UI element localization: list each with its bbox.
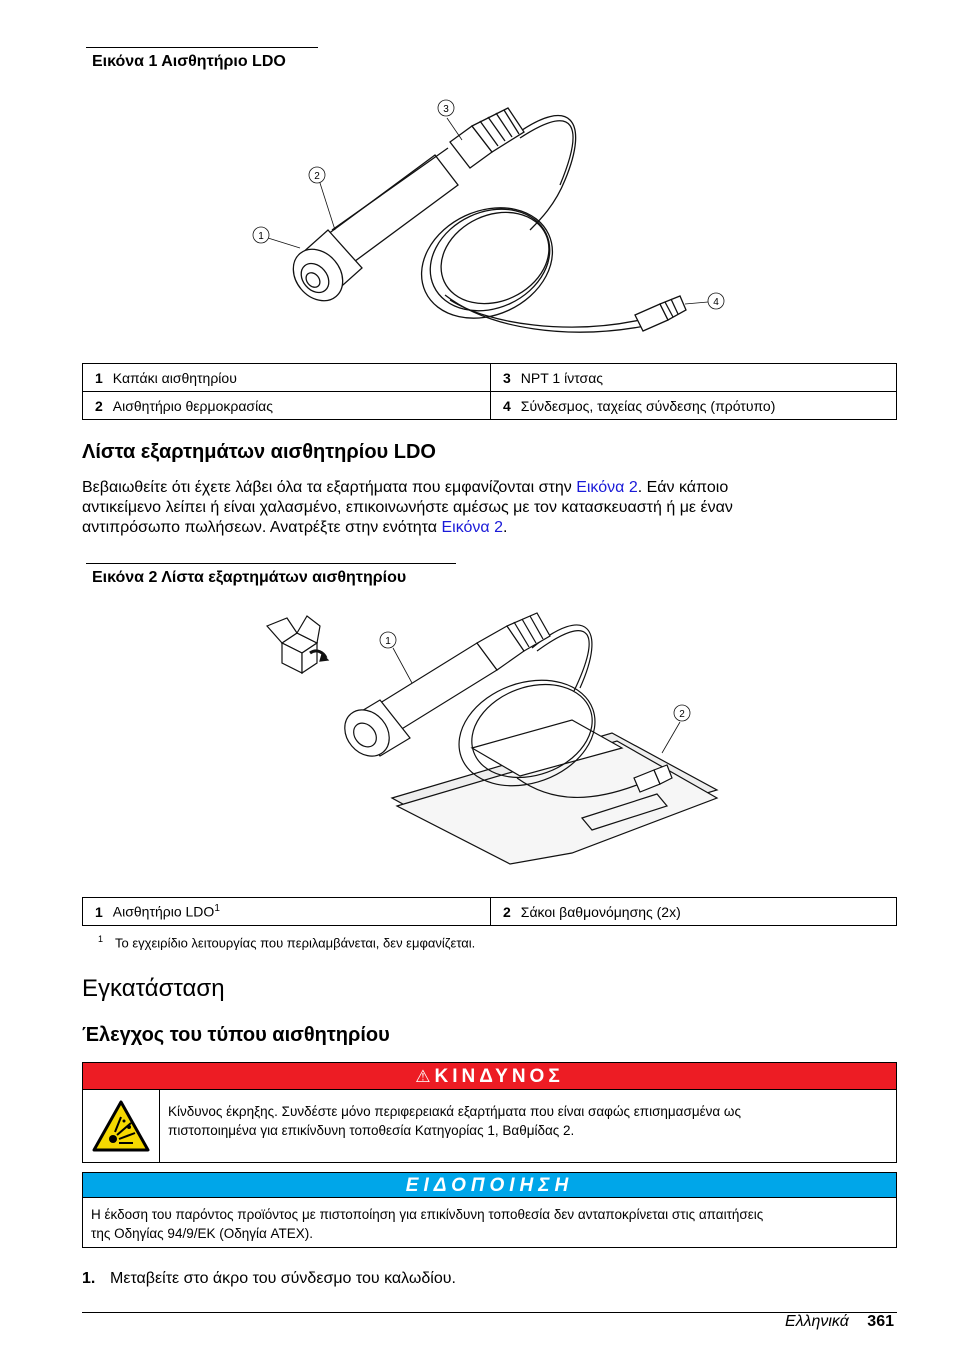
- table-row: [83, 364, 897, 392]
- warning-triangle-icon: ⚠: [415, 1067, 431, 1086]
- sensor-type-heading: Έλεγχος του τύπου αισθητηρίου: [82, 1024, 390, 1046]
- danger-box: [82, 1062, 897, 1163]
- legend-cell: 1 Αισθητήριο LDO$^1$: [83, 898, 491, 926]
- danger-text: Κίνδυνος έκρηξης. Συνδέστε μόνο περιφερειακά εξαρτήματα που είναι σαφώς επισημασμένα ως πιστοποιημένα για επικίνδυνη τοποθεσία Κατηγορίας 1, Βαθμίδας 2.: [168, 1104, 741, 1138]
- danger-header: ⚠ ΚΙΝΔΥΝΟΣ: [83, 1063, 896, 1090]
- svg-text:1: 1: [258, 231, 264, 242]
- svg-text:3: 3: [443, 104, 449, 115]
- parts-list-heading: Λίστα εξαρτημάτων αισθητηρίου LDO: [82, 441, 436, 463]
- legend-cell: 4 Σύνδεσμος, ταχείας σύνδεσης (πρότυπο): [491, 392, 897, 420]
- figure1-callout-3: [438, 100, 454, 116]
- figure1-title: Εικόνα 1 Αισθητήριο LDO: [92, 53, 286, 70]
- svg-text:2: 2: [314, 171, 320, 182]
- page-number: 361: [867, 1313, 894, 1330]
- installation-heading: Εγκατάσταση: [82, 975, 225, 1002]
- figure2-legend-table: [82, 897, 897, 926]
- figure2-link[interactable]: Εικόνα 2: [576, 479, 638, 496]
- notice-header: ΕΙΔΟΠΟΙΗΣΗ: [83, 1173, 896, 1198]
- figure1-title-rule: [86, 47, 318, 48]
- svg-text:4: 4: [713, 297, 719, 308]
- legend-cell: 2 Σάκοι βαθμονόμησης (2x): [491, 898, 897, 926]
- step-1: 1. Μεταβείτε στο άκρο του σύνδεσμο του καλωδίου.: [82, 1270, 456, 1287]
- figure2-title-rule: [86, 563, 456, 564]
- table-row: [83, 392, 897, 420]
- figure2-callout-2: [674, 705, 690, 721]
- legend-cell: 3 NPT 1 ίντσας: [491, 364, 897, 392]
- parts-list-paragraph: Βεβαιωθείτε ότι έχετε λάβει όλα τα εξαρτήματα που εμφανίζονται στην Εικόνα 2. Εάν κάποιο αντικείμενο λείπει ή είναι χαλασμένο, επικοινωνήστε αμέσως με τον κατασκευαστή ή με έναν αντιπρόσωπο πωλήσεων. Ανατρέξτε στην ενότητα Εικόνα 2.: [82, 479, 733, 536]
- figure1-legend-table: [82, 363, 897, 420]
- page-footer: [785, 1313, 894, 1331]
- ldo-sensor-illustration: [240, 90, 740, 350]
- figure1-callout-2: [309, 167, 325, 183]
- footer-language: Ελληνικά: [785, 1313, 849, 1330]
- parts-list-illustration: [262, 608, 722, 880]
- notice-text: Η έκδοση του παρόντος προϊόντος με πιστοποίηση για επικίνδυνη τοποθεσία δεν ανταποκρίνεται στις απαιτήσεις της Οδηγίας 94/9/ΕΚ (Οδηγία ATEX).: [91, 1207, 764, 1241]
- footnote: $^1$ Το εγχειρίδιο λειτουργίας που περιλαμβάνεται, δεν εμφανίζεται.: [98, 934, 476, 951]
- notice-box: [82, 1172, 897, 1248]
- footer-rule: [82, 1312, 897, 1313]
- table-row: [83, 898, 897, 926]
- explosion-hazard-icon: [91, 1099, 151, 1153]
- figure2-title: Εικόνα 2 Λίστα εξαρτημάτων αισθητηρίου: [92, 569, 407, 586]
- figure2-callout-1: [380, 632, 396, 648]
- figure2-link-2[interactable]: Εικόνα 2: [441, 519, 503, 536]
- package-box-icon: [267, 616, 320, 673]
- svg-text:2: 2: [679, 709, 685, 720]
- figure1-callout-1: [253, 227, 269, 243]
- legend-cell: 1 Καπάκι αισθητηρίου: [83, 364, 491, 392]
- svg-text:1: 1: [385, 636, 391, 647]
- legend-cell: 2 Αισθητήριο θερμοκρασίας: [83, 392, 491, 420]
- figure1-callout-4: [708, 293, 724, 309]
